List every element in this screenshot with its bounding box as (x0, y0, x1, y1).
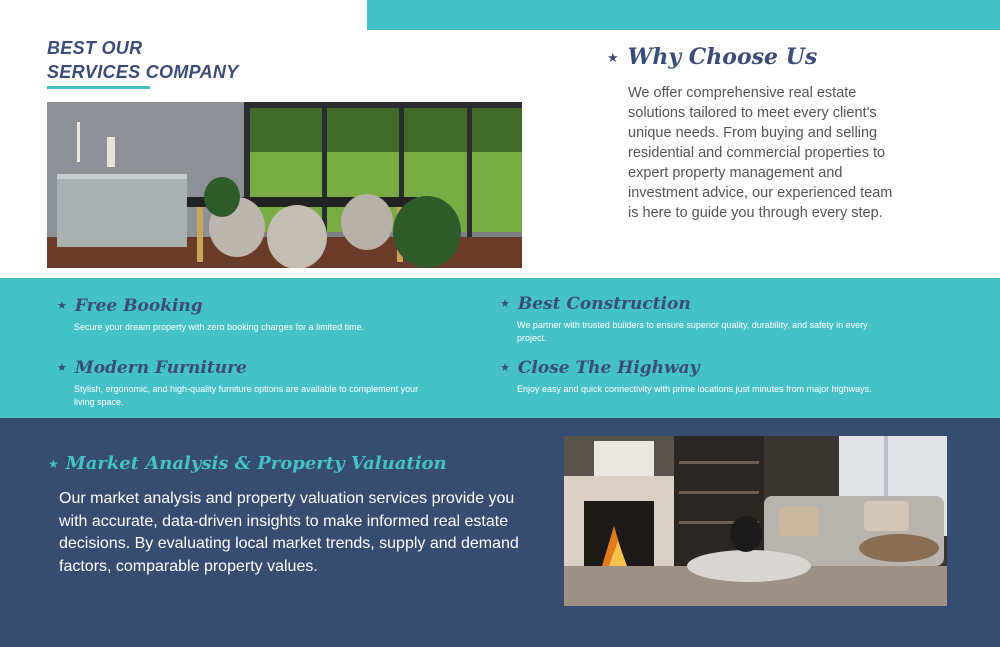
company-title-line-1: BEST OUR (47, 38, 143, 58)
feature-description: Secure your dream property with zero booking charges for a limited time. (74, 322, 365, 332)
feature-title: Best Construction (517, 294, 691, 314)
star-icon: ★ (607, 49, 619, 65)
why-choose-title: Why Choose Us (627, 44, 818, 70)
star-icon: ★ (57, 361, 67, 374)
company-title (47, 36, 239, 84)
star-icon: ★ (57, 299, 67, 312)
star-icon: ★ (500, 361, 510, 374)
feature-description: We partner with trusted builders to ensure superior quality, durability, and safety in every project. (517, 320, 868, 343)
star-icon: ★ (48, 456, 59, 471)
why-choose-body: We offer comprehensive real estate solutions tailored to meet every client's unique needs. From buying and selling residential and commercial properties to expert property management and investment advice, our experienced team is here to guide you through every step. (628, 85, 893, 221)
feature-description: Enjoy easy and quick connectivity with prime locations just minutes from major highways. (517, 384, 872, 394)
feature-title: Free Booking (74, 296, 203, 316)
market-heading (48, 453, 447, 474)
star-icon: ★ (500, 297, 510, 310)
feature-title: Modern Furniture (74, 358, 247, 378)
dining-room-photo (47, 102, 522, 268)
feature-modern-furniture (57, 357, 437, 409)
feature-description: Stylish, ergonomic, and high-quality furniture options are available to complement your living space. (74, 384, 419, 407)
market-body: Our market analysis and property valuation services provide you with accurate, data-driven insights to make informed real estate decisions. By evaluating local market trends, supply and demand factors, comparable property values. (59, 490, 519, 575)
feature-free-booking (57, 295, 437, 334)
feature-close-the-highway (500, 357, 880, 396)
title-underline (47, 86, 150, 89)
living-room-photo (564, 436, 947, 606)
company-title-line-2: SERVICES COMPANY (47, 62, 239, 82)
top-accent-bar (367, 0, 1000, 30)
market-title: Market Analysis & Property Valuation (65, 453, 447, 474)
feature-title: Close The Highway (517, 358, 700, 378)
why-choose-heading (607, 44, 817, 70)
feature-best-construction (500, 293, 880, 345)
